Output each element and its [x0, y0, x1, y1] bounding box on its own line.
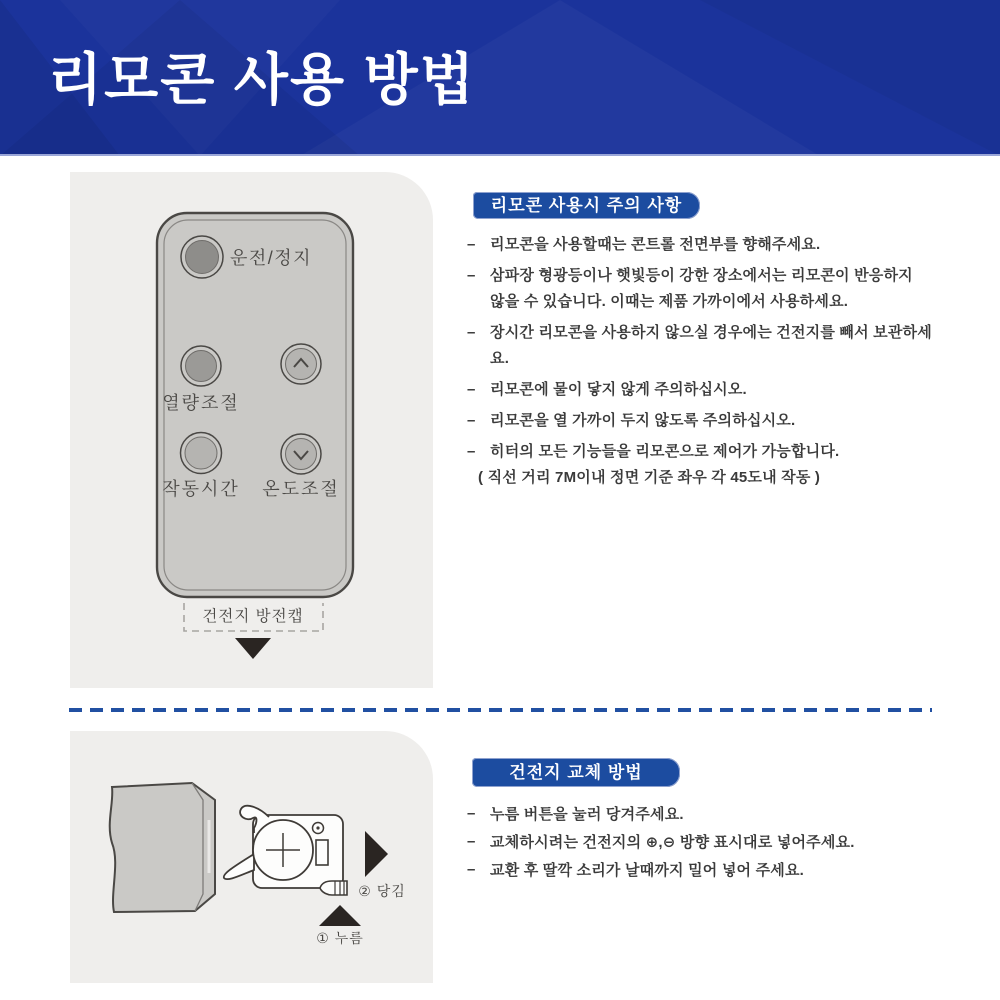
bullet-dash: –: [467, 833, 476, 850]
bullet-dash: –: [467, 443, 476, 460]
bullet-dash: –: [467, 861, 476, 878]
heat-button-label: 열량조절: [162, 393, 240, 413]
power-button-label: 운전/정지: [230, 248, 313, 268]
heat-button: [186, 351, 217, 382]
tray-slot: [316, 840, 328, 865]
triangle-down-icon: [235, 638, 271, 659]
remote-bottom-body: [110, 783, 215, 912]
bullet-item: [467, 377, 937, 403]
bullet-line: 장시간 리모콘을 사용하지 않으실 경우에는 건전지를 빼서 보관하세요.: [490, 324, 932, 367]
battery-illustration-panel: [70, 731, 433, 983]
bullet-item: [467, 320, 937, 372]
bullet-line: ( 직선 거리 7M이내 정면 기준 좌우 각 45도내 작동 ): [478, 469, 821, 486]
down-button: [286, 439, 317, 470]
bullet-line: 누름 버튼을 눌러 당겨주세요.: [490, 806, 684, 823]
bullet-line: 히터의 모든 기능들을 리모콘으로 제어가 가능합니다.: [490, 443, 840, 460]
pull-tab: [320, 881, 347, 895]
remote-illustration: [70, 172, 433, 688]
battery-section-badge: 건전지 교체 방법: [472, 758, 680, 787]
bullet-line: 리모콘에 물이 닿지 않게 주의하십시오.: [490, 381, 747, 398]
bullet-line: 교체하시려는 건전지의 ⊕,⊖ 방향 표시대로 넣어주세요.: [490, 834, 855, 851]
bullet-line: 교환 후 딸깍 소리가 날때까지 밀어 넣어 주세요.: [490, 862, 805, 879]
caution-bullet-list: [467, 232, 937, 496]
power-button: [186, 241, 219, 274]
bullet-line: 리모콘을 열 가까이 두지 않도록 주의하십시오.: [490, 412, 796, 429]
bullet-line: 리모콘을 사용할때는 콘트롤 전면부를 향해주세요.: [490, 236, 821, 253]
bullet-item: [467, 439, 937, 491]
bullet-dash: –: [467, 381, 476, 398]
press-step-label: ① 누름: [316, 930, 364, 946]
up-button: [286, 349, 317, 380]
bullet-dash: –: [467, 412, 476, 429]
bullet-item: [467, 263, 937, 315]
battery-bullet-list: [467, 801, 937, 885]
bullet-dash: –: [467, 324, 476, 341]
bullet-line: 않을 수 있습니다. 이때는 제품 가까이에서 사용하세요.: [490, 293, 849, 310]
timer-button: [185, 437, 217, 469]
page-title: 리모콘 사용 방법: [48, 48, 476, 111]
bullet-item: [467, 408, 937, 434]
bullet-dash: –: [467, 267, 476, 284]
temp-button-label: 온도조절: [262, 479, 340, 499]
remote-illustration-panel: [70, 172, 433, 688]
triangle-up-icon: [319, 905, 361, 926]
bullet-line: 삼파장 형광등이나 햇빛등이 강한 장소에서는 리모콘이 반응하지: [490, 267, 913, 284]
bullet-item: [467, 801, 937, 828]
bullet-item: [467, 829, 937, 856]
header-banner: [0, 0, 1000, 156]
dashed-divider: [69, 708, 932, 712]
bullet-dash: –: [467, 236, 476, 253]
screw-center-dot: [316, 826, 319, 829]
timer-button-label: 작동시간: [162, 479, 240, 499]
tray-bottom-hook: [224, 854, 254, 879]
pull-step-label: ② 당김: [358, 883, 406, 899]
triangle-right-icon: [365, 831, 388, 877]
bullet-item: [467, 857, 937, 884]
battery-illustration: [70, 731, 433, 983]
bullet-dash: –: [467, 805, 476, 822]
bullet-item: [467, 232, 937, 258]
battery-cap-label: 건전지 방전캡: [202, 608, 304, 625]
caution-section-badge: 리모콘 사용시 주의 사항: [473, 192, 700, 219]
